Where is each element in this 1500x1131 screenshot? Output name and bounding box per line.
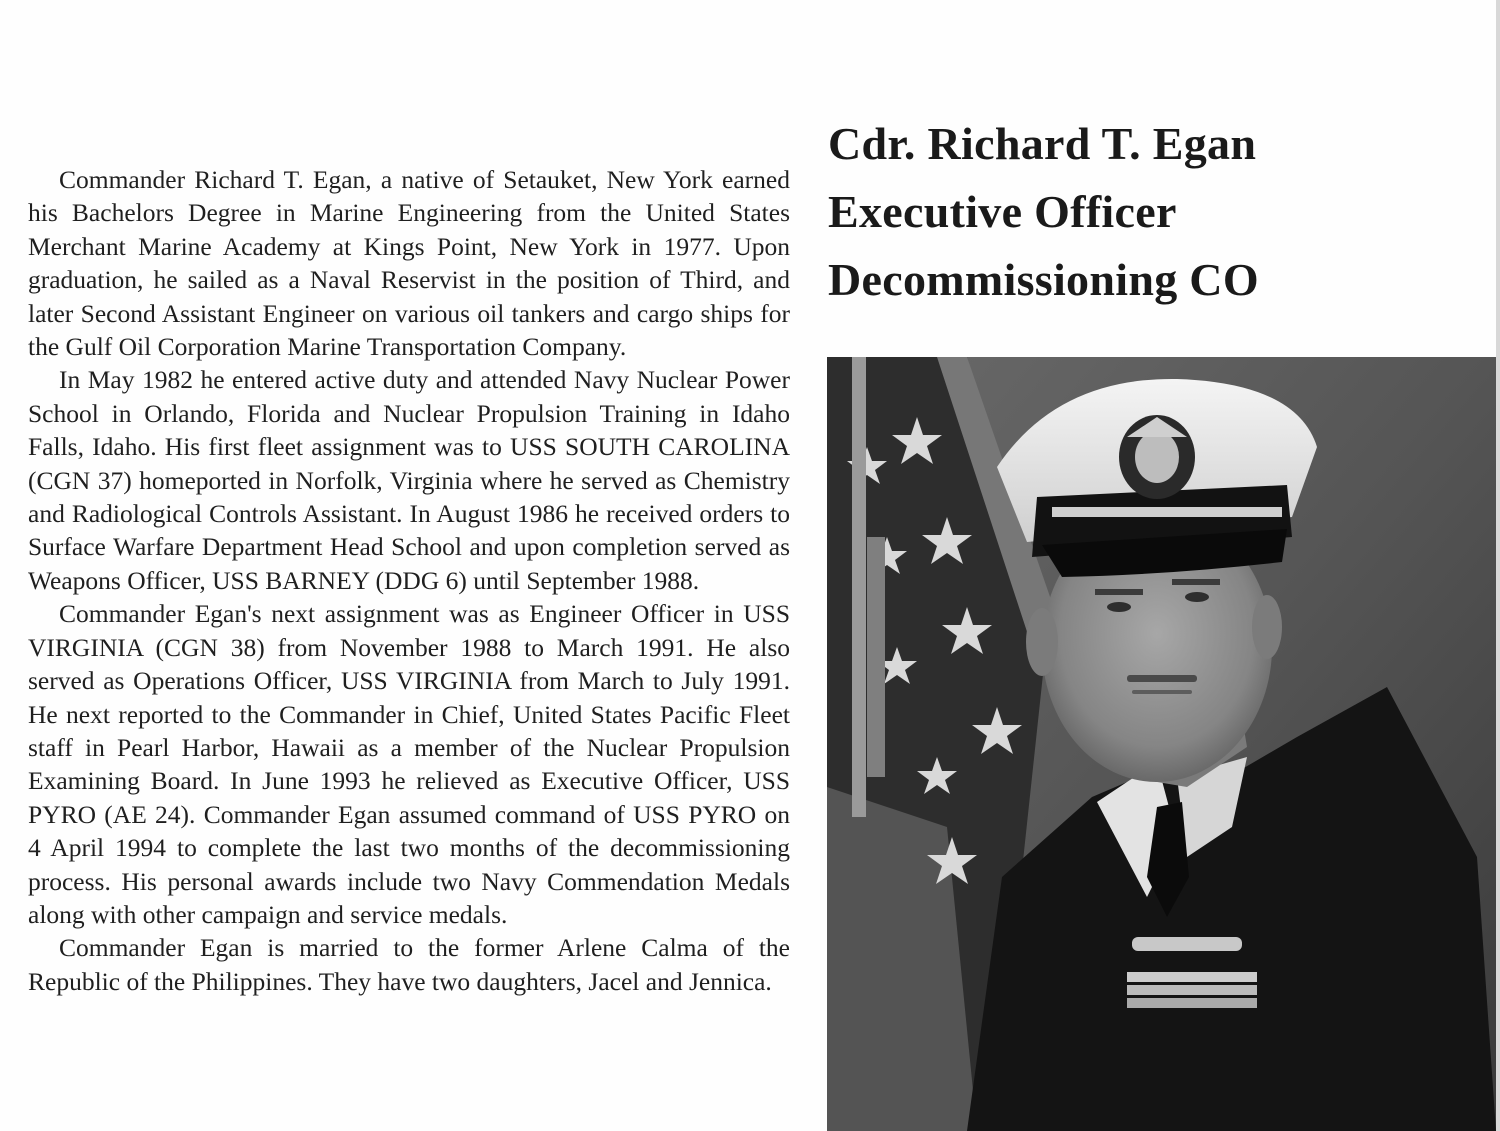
officer-portrait-photo <box>827 357 1496 1131</box>
title-name: Cdr. Richard T. Egan <box>828 118 1257 169</box>
title-position: Executive Officer <box>828 186 1177 237</box>
biography-paragraph: Commander Richard T. Egan, a native of Setauket, New York earned his Bachelors Degree in Marine Engineering from the United States Merchant Marine Academy at Kings Point, New York in 1977. Upon graduation, he sailed as a Naval Reservist in the position of Third, and later Second Assistant Engineer on various oil tankers and cargo ships for the Gulf Oil Corporation Marine Transportation Company. <box>28 165 790 362</box>
biography-paragraph: In May 1982 he entered active duty and attended Navy Nuclear Power School in Orlando, Florida and Nuclear Propulsion Training in Idaho Falls, Idaho. His first fleet assignment was to USS SOUTH CAROLINA (CGN 37) homeported in Norfolk, Virginia where he served as Chemistry and Radiological Controls Assistant. In August 1986 he received orders to Surface Warfare Department Head School and upon completion served as Weapons Officer, USS BARNEY (DDG 6) until September 1988. <box>28 365 790 595</box>
title-role: Decommissioning CO <box>828 254 1259 305</box>
biography-paragraph: Commander Egan's next assignment was as Engineer Officer in USS VIRGINIA (CGN 38) from November 1988 to March 1991. He also served as Operations Officer, USS VIRGINIA from March to July 1991. He next reported to the Commander in Chief, United States Pacific Fleet staff in Pearl Harbor, Hawaii as a member of the Nuclear Propulsion Examining Board. In June 1993 he relieved as Executive Officer, USS PYRO (AE 24). Commander Egan assumed command of USS PYRO on 4 April 1994 to complete the last two months of the decommissioning process. His personal awards include two Navy Commendation Medals along with other campaign and service medals. <box>28 599 790 929</box>
page-edge <box>1496 0 1500 1131</box>
biography-paragraph: Commander Egan is married to the former Arlene Calma of the Republic of the Philippines. They have two daughters, Jacel and Jennica. <box>28 933 790 996</box>
page-title <box>828 110 1478 314</box>
biography-text <box>28 163 790 998</box>
